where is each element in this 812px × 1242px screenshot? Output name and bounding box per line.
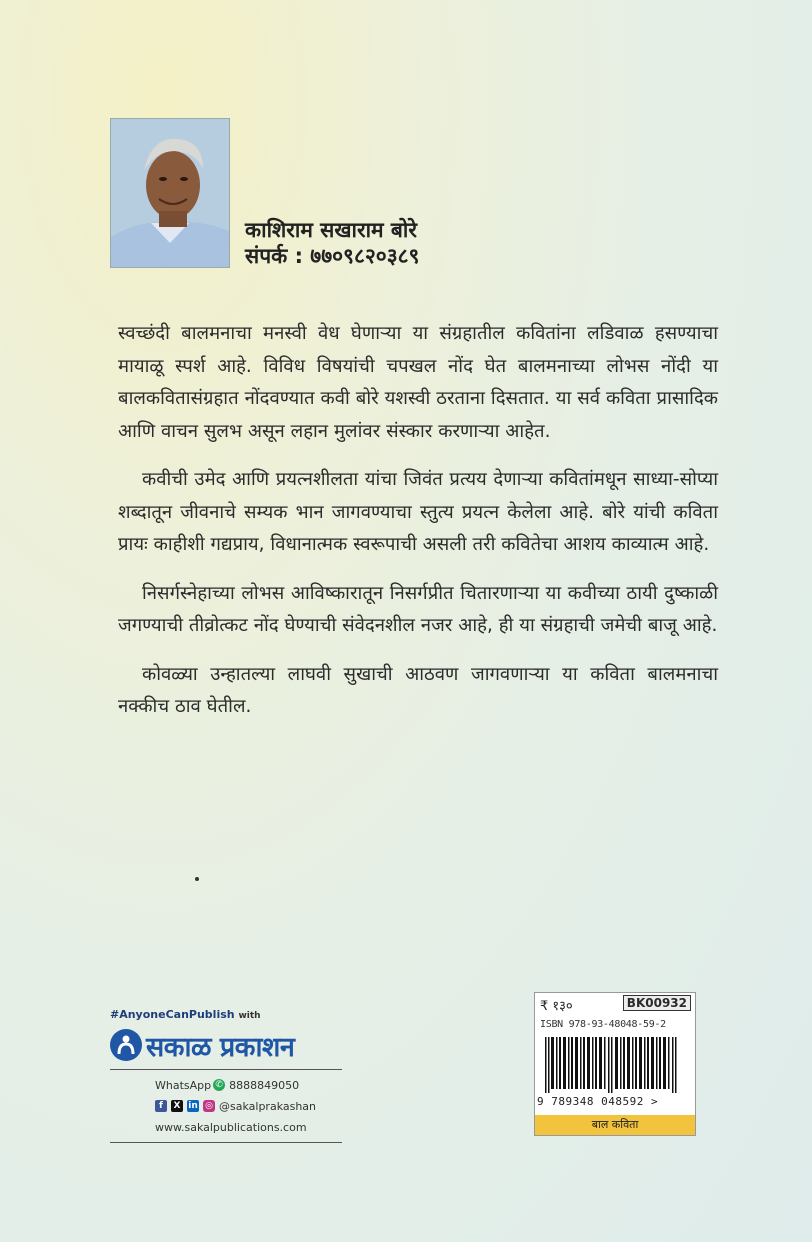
- blurb-paragraph: कवीची उमेद आणि प्रयत्नशीलता यांचा जिवंत प्रत्यय देणाऱ्या कवितांमधून साध्या-सोप्या शब्दातून जीवनाचे सम्यक भान जागवण्याचा स्तुत्य प्रयत्न केलेला आहे. बोरे यांची कविता प्रायः काहीशी गद्यप्राय, विधानात्मक स्वरूपाची असली तरी कवितेचा आशय काव्यात्म आहे.: [118, 469, 718, 555]
- instagram-icon: ◎: [203, 1100, 215, 1112]
- publisher-logo: [110, 1027, 342, 1063]
- whatsapp-label: WhatsApp: [155, 1078, 212, 1092]
- divider: [110, 1142, 342, 1143]
- book-code: BK00932: [623, 995, 691, 1011]
- whatsapp-icon: ✆: [213, 1079, 225, 1091]
- divider: [110, 1069, 342, 1070]
- publisher-logo-icon: [110, 1029, 142, 1061]
- publisher-block: [110, 1008, 342, 1143]
- publisher-hashtag: [110, 1008, 342, 1021]
- blurb-paragraph: स्वच्छंदी बालमनाचा मनस्वी वेध घेणाऱ्या या संग्रहातील कवितांना लडिवाळ हसण्याचा मायाळू स्पर्श आहे. विविध विषयांची चपखल नोंद घेत बालमनाच्या लोभस नोंदी या बालकवितासंग्रहात नोंदवण्यात कवी बोरे यशस्वी ठरताना दिसतात. या सर्व कविता प्रासादिक आणि वाचन सुलभ असून लहान मुलांवर संस्कार करणाऱ्या आहेत.: [118, 323, 718, 442]
- blurb-paragraph: कोवळ्या उन्हातल्या लाघवी सुखाची आठवण जागवणाऱ्या या कविता बालमनाचा नक्कीच ठाव घेतील.: [118, 663, 718, 717]
- facebook-icon: f: [155, 1100, 167, 1112]
- publisher-contacts: [155, 1076, 342, 1136]
- book-blurb: [118, 318, 718, 740]
- social-handle: @sakalprakashan: [219, 1099, 317, 1113]
- price-label: ₹ १३०: [540, 999, 573, 1014]
- isbn-text: ISBN 978-93-48048-59-2: [540, 1019, 666, 1030]
- genre-band: बाल कविता: [535, 1115, 695, 1135]
- x-icon: X: [171, 1100, 183, 1112]
- stray-dot: [195, 877, 199, 881]
- author-photo: [110, 118, 230, 268]
- author-contact: संपर्क : ७७०९८२०३८९: [245, 244, 420, 268]
- blurb-paragraph: निसर्गस्नेहाच्या लोभस आविष्कारातून निसर्गप्रीत चितारणाऱ्या या कवीच्या ठायी दुष्काळी जगण्याची तीव्रोत्कट नोंद घेण्याची संवेदनशील नजर आहे, ही या संग्रहाची जमेची बाजू आहे.: [118, 582, 718, 636]
- whatsapp-number: 8888849050: [229, 1078, 300, 1092]
- hashtag-suffix: with: [238, 1011, 261, 1021]
- publisher-name: सकाळ प्रकाशन: [146, 1031, 295, 1063]
- author-portrait-image: [111, 119, 229, 267]
- website-row: [155, 1118, 342, 1136]
- barcode-image: [545, 1037, 685, 1093]
- author-name: काशिराम सखाराम बोरे: [245, 218, 417, 242]
- barcode-digits: 9 789348 048592 >: [537, 1095, 659, 1108]
- website-url: www.sakalpublications.com: [155, 1120, 307, 1134]
- whatsapp-row: [155, 1076, 342, 1094]
- social-row: [155, 1097, 342, 1115]
- linkedin-icon: in: [188, 1101, 198, 1111]
- barcode-panel: [534, 992, 696, 1136]
- hashtag-text: #AnyoneCanPublish: [110, 1008, 235, 1021]
